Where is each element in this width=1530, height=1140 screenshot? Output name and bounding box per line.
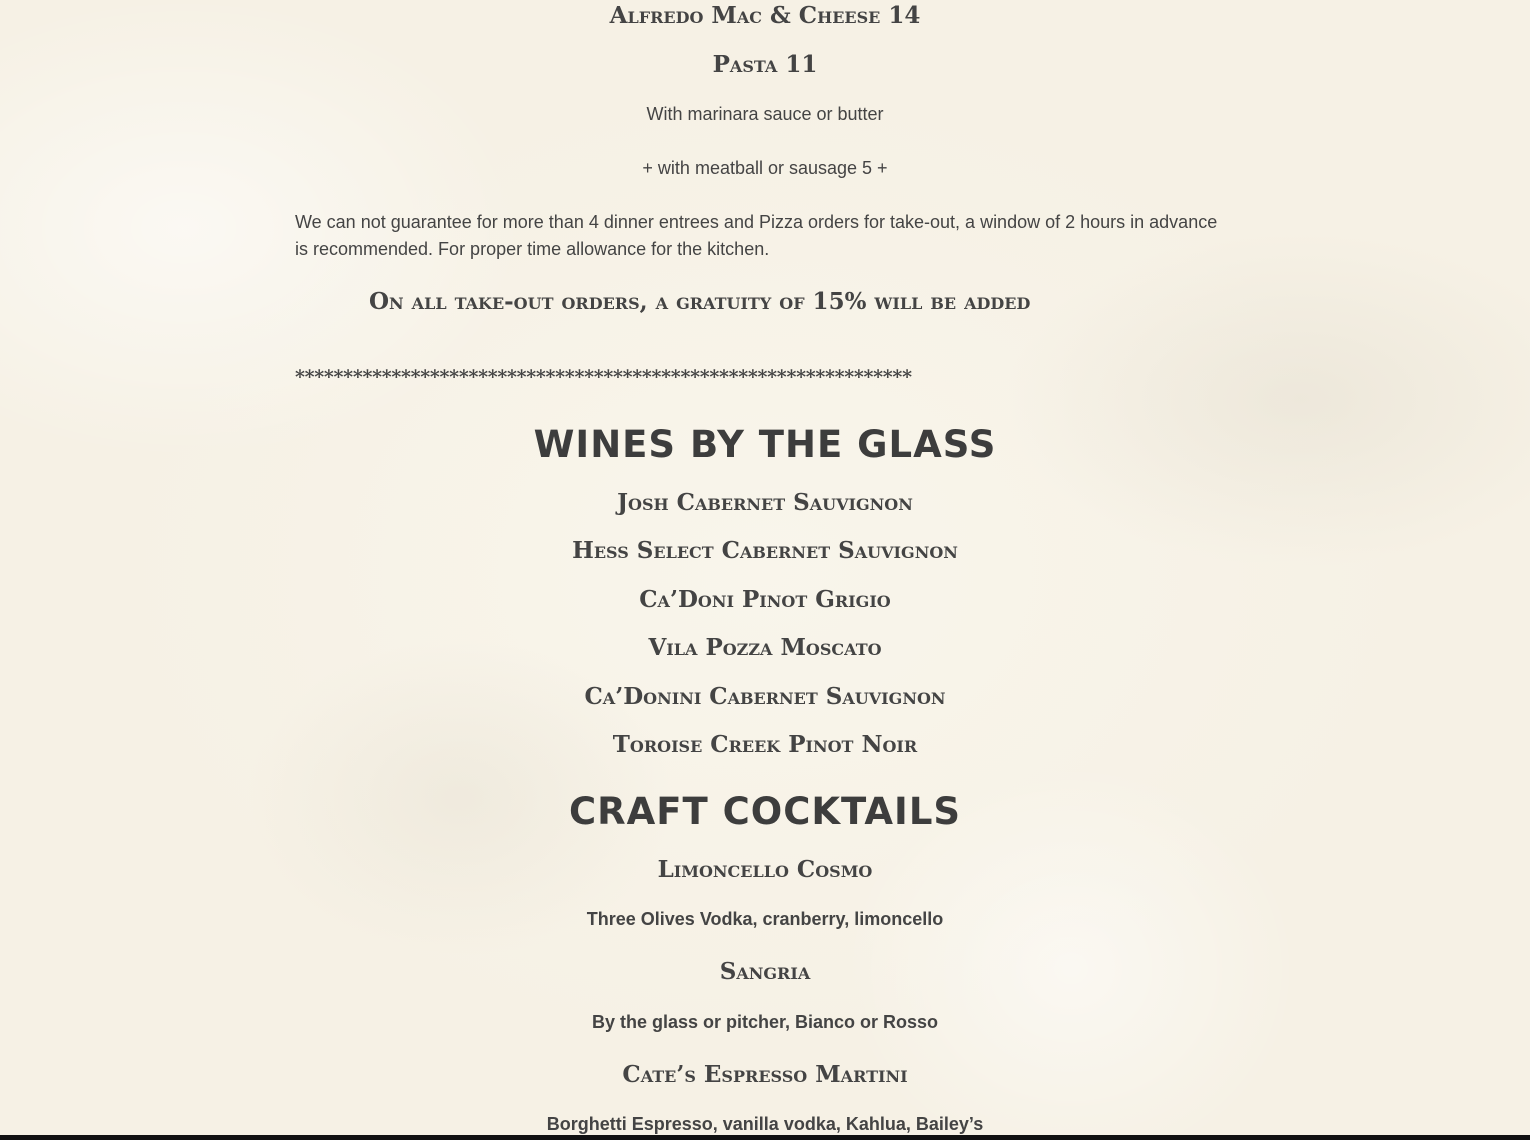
menu-item-pasta: Pasta 11 [712,51,818,78]
gratuity-notice: On all take-out orders, a gratuity of 15% will be added [369,288,1031,315]
takeout-notice: We can not guarantee for more than 4 dinner entrees and Pizza orders for take-out, a window of 2 hours in advance is recommended. For proper time allowance for the kitchen. [295,212,1218,259]
divider-stars: **************************************************************** [295,366,912,388]
cocktail-name: Cate’s Espresso Martini [622,1061,908,1088]
pasta-addon: + with meatball or sausage 5 + [642,158,888,178]
wines-section-title: WINES BY THE GLASS [533,423,997,466]
menu-item-mac-cheese: Alfredo Mac & Cheese 14 [609,2,921,29]
bottom-border [0,1135,1530,1140]
cocktail-description: By the glass or pitcher, Bianco or Rosso [591,1012,939,1032]
wine-item: Vila Pozza Moscato [648,634,882,661]
wine-item: Ca’Donini Cabernet Sauvignon [584,683,946,710]
cocktail-description: Borghetti Espresso, vanilla vodka, Kahlua, Bailey’s [546,1114,984,1134]
cocktail-name: Limoncello Cosmo [657,856,873,883]
wine-item: Hess Select Cabernet Sauvignon [572,537,958,564]
cocktail-name: Sangria [719,958,811,985]
wine-item: Toroise Creek Pinot Noir [612,731,918,758]
pasta-description: With marinara sauce or butter [646,104,884,124]
cocktail-description: Three Olives Vodka, cranberry, limoncello [586,909,944,929]
cocktails-section-title: CRAFT COCKTAILS [568,790,962,833]
wine-item: Ca’Doni Pinot Grigio [639,586,891,613]
wine-item: Josh Cabernet Sauvignon [617,489,913,516]
